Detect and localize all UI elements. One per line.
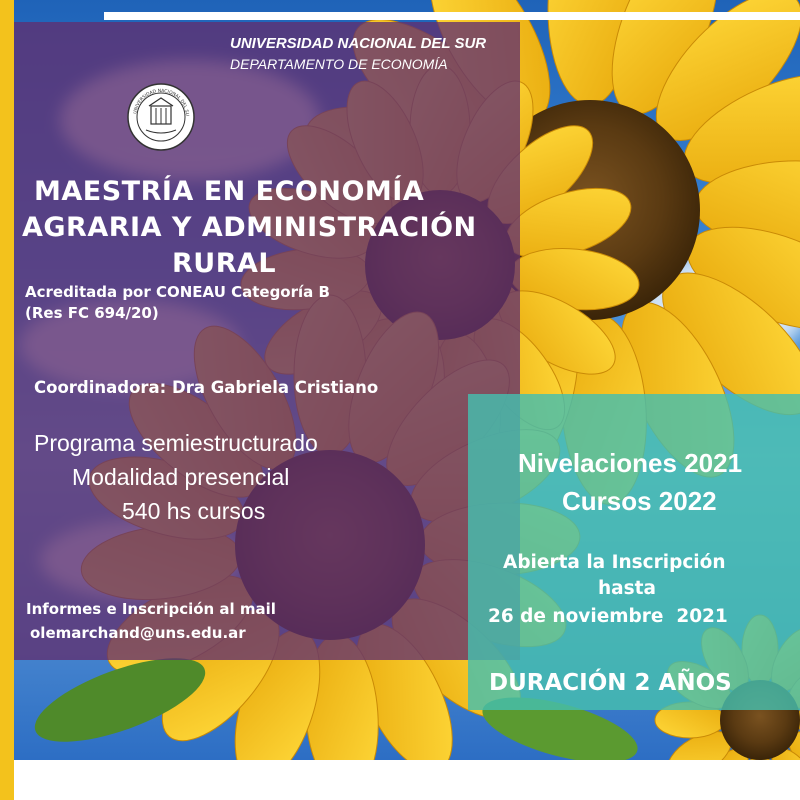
schedule-courses: Cursos 2022 xyxy=(562,486,717,516)
coordinator: Coordinadora: Dra Gabriela Cristiano xyxy=(34,378,379,397)
department-name: DEPARTAMENTO DE ECONOMÍA xyxy=(230,56,448,72)
left-accent-stripe xyxy=(0,0,14,800)
program-modality: Modalidad presencial xyxy=(72,464,290,490)
duration: DURACIÓN 2 AÑOS xyxy=(489,670,732,696)
program-title-line2: AGRARIA Y ADMINISTRACIÓN xyxy=(22,212,477,243)
contact-email-link[interactable]: olemarchand@uns.edu.ar xyxy=(30,624,246,642)
accreditation-line1: Acreditada por CONEAU Categoría B xyxy=(25,283,330,301)
enrollment-open: Abierta la Inscripción xyxy=(503,552,726,573)
program-title-line3: RURAL xyxy=(172,248,277,279)
university-name: UNIVERSIDAD NACIONAL DEL SUR xyxy=(230,35,487,52)
enrollment-deadline: 26 de noviembre 2021 xyxy=(488,606,728,627)
enrollment-until: hasta xyxy=(598,578,656,599)
program-hours: 540 hs cursos xyxy=(122,498,266,524)
program-type: Programa semiestructurado xyxy=(34,430,318,456)
top-divider xyxy=(104,12,800,20)
contact-label: Informes e Inscripción al mail xyxy=(26,600,276,618)
university-seal-icon xyxy=(126,82,196,152)
purple-overlay-panel xyxy=(14,22,520,660)
seal-text: UNIVERSIDAD NACIONAL DEL SU xyxy=(133,88,190,117)
accreditation-line2: (Res FC 694/20) xyxy=(25,304,159,322)
schedule-levelling: Nivelaciones 2021 xyxy=(518,448,743,478)
program-title-line1: MAESTRÍA EN ECONOMÍA xyxy=(34,176,425,207)
bottom-margin xyxy=(0,760,800,800)
